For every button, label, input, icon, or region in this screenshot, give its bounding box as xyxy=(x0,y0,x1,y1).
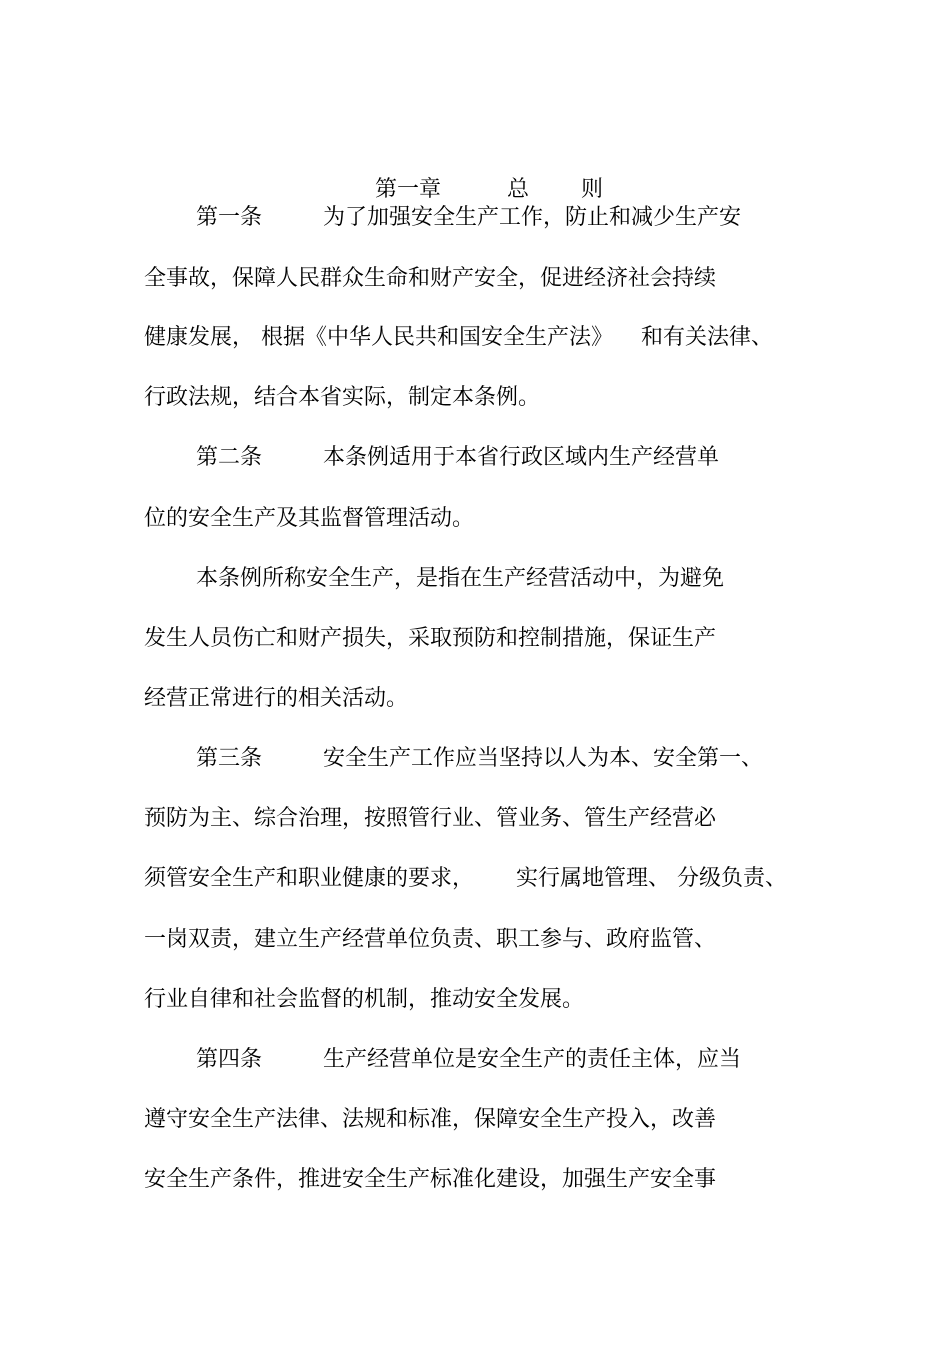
article-2-line-1 xyxy=(196,443,719,473)
article-2-para-2-line-3: 经营正常进行的相关活动。 xyxy=(144,686,409,711)
article-2-line-2: 位的安全生产及其监督管理活动。 xyxy=(144,506,475,531)
chapter-number: 第一章 xyxy=(374,177,441,202)
article-label: 第二条 xyxy=(196,445,263,470)
chapter-title-part1: 总 xyxy=(506,177,529,202)
article-2-para-2-line-1: 本条例所称安全生产，是指在生产经营活动中，为避免 xyxy=(196,566,725,591)
article-4-line-2: 遵守安全生产法律、法规和标准，保障安全生产投入，改善 xyxy=(144,1107,717,1132)
article-1-line-1 xyxy=(196,203,741,233)
article-3-line-5: 行业自律和社会监督的机制，推动安全发展。 xyxy=(144,987,585,1012)
article-label: 第一条 xyxy=(196,205,263,230)
article-1-line-2: 全事故，保障人民群众生命和财产安全，促进经济社会持续 xyxy=(144,266,717,291)
article-text: 生产经营单位是安全生产的责任主体，应当 xyxy=(323,1047,742,1072)
article-label: 第四条 xyxy=(196,1047,263,1072)
article-2-para-2-line-2: 发生人员伤亡和财产损失，采取预防和控制措施，保证生产 xyxy=(144,626,717,651)
article-text: 本条例适用于本省行政区域内生产经营单 xyxy=(323,445,720,470)
article-1-line-4: 行政法规，结合本省实际，制定本条例。 xyxy=(144,385,541,410)
article-3-line-3: 须管安全生产和职业健康的要求， 实行属地管理、 分级负责、 xyxy=(144,866,787,891)
chapter-title-part2: 则 xyxy=(581,177,604,202)
article-4-line-1 xyxy=(196,1045,741,1075)
article-4-line-3: 安全生产条件，推进安全生产标准化建设，加强生产安全事 xyxy=(144,1167,717,1192)
article-1-line-3: 健康发展， 根据《中华人民共和国安全生产法》 和有关法律、 xyxy=(144,325,773,350)
article-3-line-2: 预防为主、综合治理，按照管行业、管业务、管生产经营必 xyxy=(144,806,717,831)
article-label: 第三条 xyxy=(196,746,263,771)
article-3-line-4: 一岗双责，建立生产经营单位负责、职工参与、政府监管、 xyxy=(144,927,717,952)
article-text: 为了加强安全生产工作，防止和减少生产安 xyxy=(323,205,742,230)
article-text: 安全生产工作应当坚持以人为本、安全第一、 xyxy=(323,746,764,771)
article-3-line-1 xyxy=(196,744,763,774)
